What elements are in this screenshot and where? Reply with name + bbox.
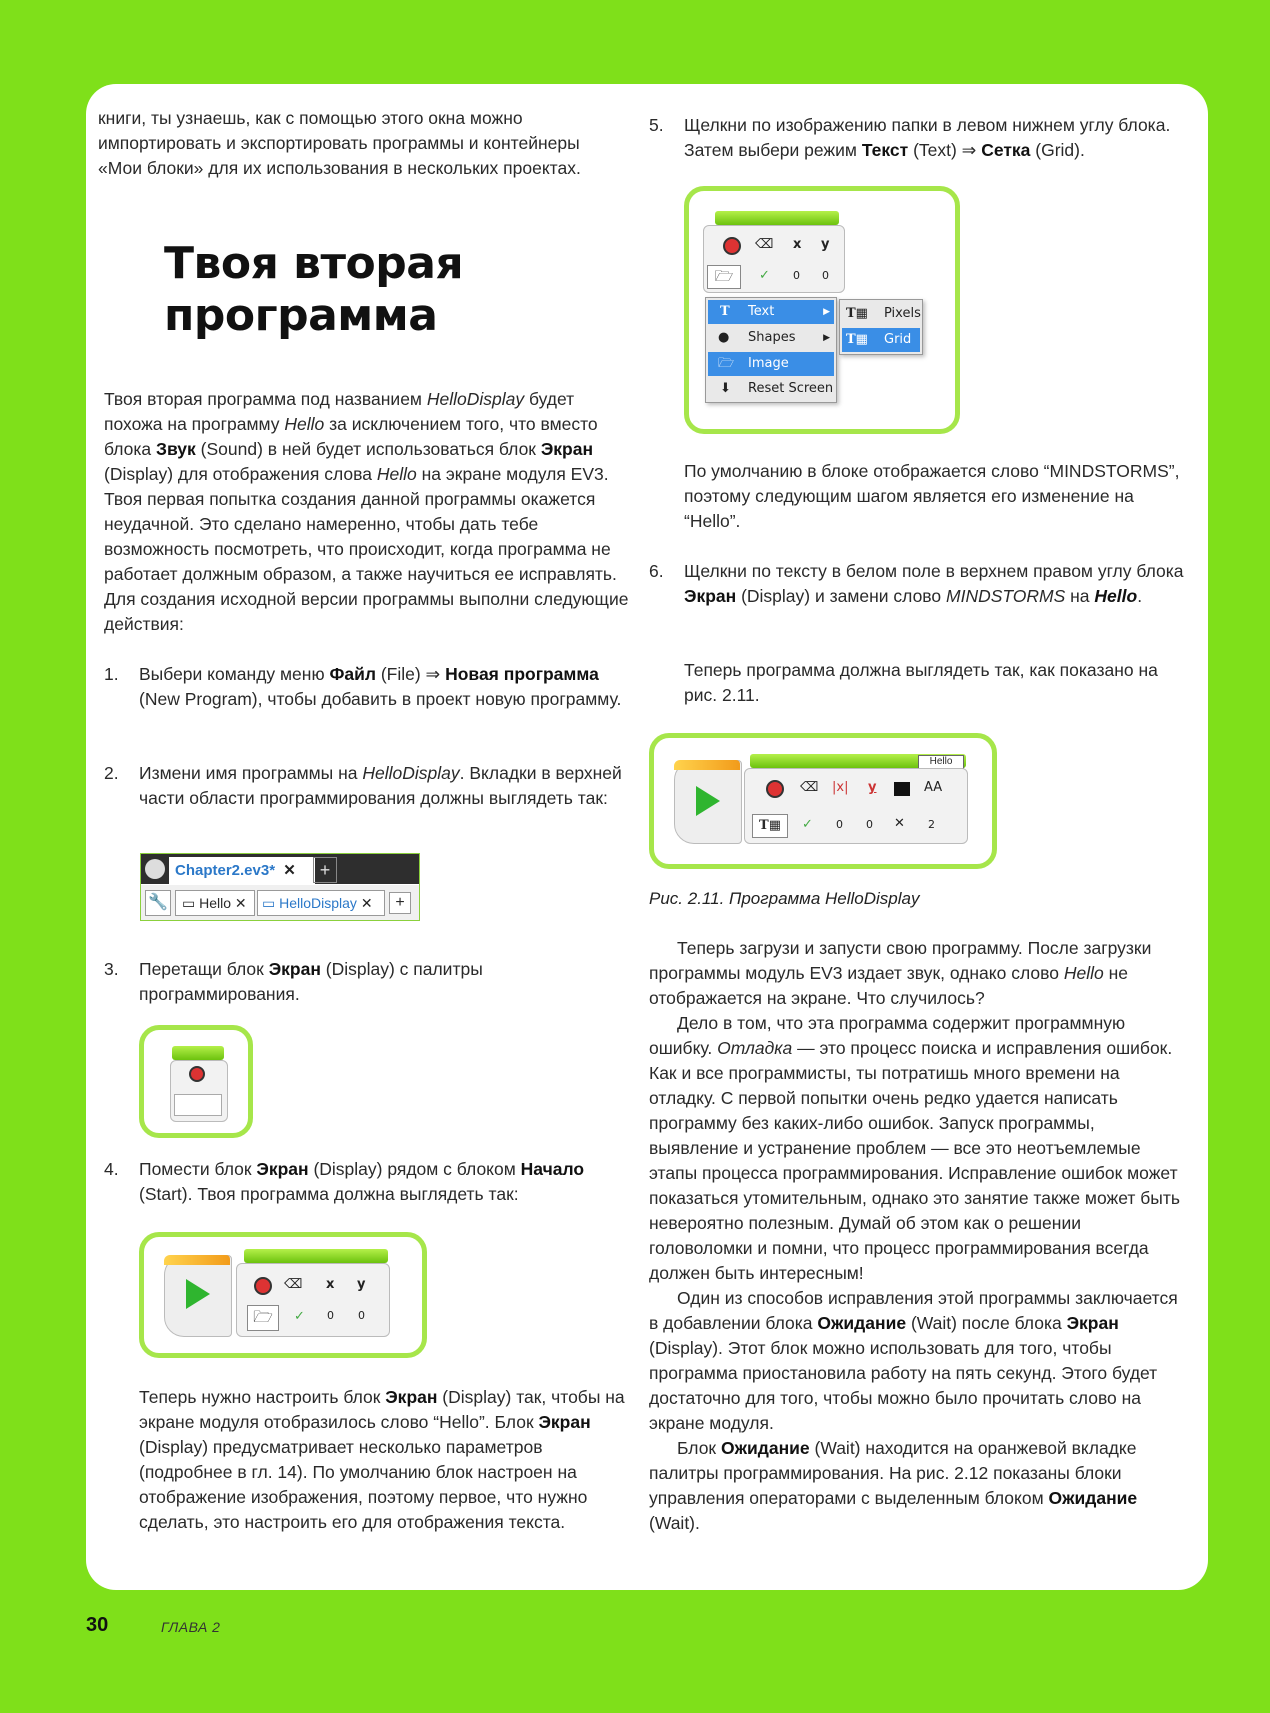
tab-hello[interactable]: ▭ Hello ✕: [175, 890, 255, 916]
display-icon: [723, 237, 741, 255]
close-hellodisplay-tab-icon[interactable]: ✕: [360, 895, 373, 911]
submenu-arrow-icon: ▶: [823, 307, 830, 317]
menu-item-image[interactable]: 🗁 Image: [708, 352, 834, 376]
heading-line-2: программа: [164, 290, 438, 341]
text-submenu: [839, 299, 923, 355]
eraser-icon: ⌫: [284, 1277, 303, 1292]
text-grid-icon: T▦: [846, 332, 868, 347]
step-6-text: Щелкни по тексту в белом поле в верхнем правом углу блока Экран (Display) и замени слово MINDSTORMS на Hello.: [684, 561, 1184, 606]
heading-line-1: Твоя вторая: [164, 238, 464, 289]
page-number: 30: [86, 1614, 109, 1636]
display-block-figure: [139, 1025, 253, 1138]
play-icon: [696, 786, 720, 816]
check-icon: ✓: [759, 268, 770, 283]
check-icon: ✓: [294, 1309, 305, 1324]
program-tabs-figure: [140, 853, 420, 921]
program-icon: ▭: [262, 895, 276, 911]
chapter-label: ГЛАВА 2: [161, 1619, 221, 1635]
check-icon: ✓: [802, 817, 813, 832]
color-icon: [894, 782, 910, 796]
step-2-text: Измени имя программы на HelloDisplay. Вкладки в верхней части области программирования должны выглядеть так:: [139, 763, 622, 808]
tab-hellodisplay[interactable]: ▭ HelloDisplay ✕: [257, 890, 385, 916]
main-paragraph: [104, 387, 632, 637]
step-3-text: Перетащи блок Экран (Display) с палитры программирования.: [139, 959, 483, 1004]
wrench-icon[interactable]: 🔧: [145, 890, 171, 916]
eraser-icon: ⌫: [755, 237, 774, 252]
close-project-tab-icon[interactable]: ✕: [283, 862, 296, 879]
text-mode-icon: T: [720, 304, 730, 319]
step-5-text: Щелкни по изображению папки в левом нижнем углу блока. Затем выбери режим Текст (Text) ⇒ Сетка (Grid).: [684, 115, 1171, 160]
shapes-icon: ●: [718, 330, 730, 345]
main-paragraph-text: Твоя вторая программа под названием HelloDisplay будет похожа на программу Hello за исключением того, что вместо блока Звук (Sound) в ней будет использоваться блок Экран (Display) для отображения слова Hello на экране модуля EV3. Твоя первая попытка создания данной программы окажется неудачной. Это сделано намеренно, чтобы дать тебе возможность посмотреть, что происходит, когда программа не работает должным образом, а также научиться ее исправлять. Для создания исходной версии программы выполни следующие действия:: [104, 389, 629, 634]
hellodisplay-program-figure: Hello ⌫ |x| y AA T▦ ✓ 0 0 ✕ 2: [649, 733, 997, 869]
now-program-paragraph: Теперь программа должна выглядеть так, как показано на рис. 2.11.: [684, 660, 1158, 705]
mode-folder-icon[interactable]: 🗁: [247, 1305, 279, 1331]
cross-icon: ✕: [894, 816, 905, 831]
text-grid-mode-icon[interactable]: T▦: [752, 814, 788, 838]
font-size-icon: AA: [924, 780, 943, 795]
step-6-number: 6.: [649, 561, 664, 581]
download-icon: ⬇: [720, 381, 731, 396]
body-paragraphs: [649, 936, 1181, 1536]
eraser-icon: ⌫: [800, 780, 819, 795]
add-program-tab-icon[interactable]: +: [389, 892, 411, 914]
submenu-arrow-icon: ▶: [823, 333, 830, 343]
text-input-field[interactable]: Hello: [918, 755, 964, 769]
step-1-number: 1.: [104, 664, 119, 684]
step-4-text: Помести блок Экран (Display) рядом с блоком Начало (Start). Твоя программа должна выглядеть так:: [139, 1159, 585, 1204]
paragraph-1: Теперь загрузи и запусти свою программу. После загрузки программы модуль EV3 издает звук, однако слово Hello не отображается на экране. Что случилось?: [649, 938, 1152, 1008]
paragraph-2: Дело в том, что эта программа содержит программную ошибку. Отладка — это процесс поиска и исправления ошибок. Как и все программисты, ты потратишь много времени на отладку. С первой попытки очень редко удается написать программу без каких-либо ошибок. Запуск программы, выявление и устранение проблем — все это неотъемлемые этапы процесса программирования. Исправление ошибок может показаться утомительным, однако это занятие также может быть невероятно полезным. Думай об этом как о решении головоломки и помни, что процесс программирования всегда должен быть интересным!: [649, 1013, 1180, 1283]
submenu-item-grid[interactable]: T▦ Grid: [842, 328, 920, 352]
text-pixels-icon: T▦: [846, 306, 868, 321]
project-properties-icon[interactable]: [145, 859, 165, 879]
paragraph-3: Один из способов исправления этой программы заключается в добавлении блока Ожидание (Wait) после блока Экран (Display). Этот блок можно использовать для того, чтобы программа приостановила работу на пять секунд. Этого будет достаточно для того, чтобы можно было прочитать слово на экране модуля.: [649, 1288, 1178, 1433]
step-2-number: 2.: [104, 763, 119, 783]
project-tab-label: Chapter2.ev3: [175, 862, 270, 879]
program-icon: ▭: [182, 895, 196, 911]
section-heading: [164, 238, 463, 342]
add-project-tab-icon[interactable]: +: [313, 857, 337, 883]
step-5-number: 5.: [649, 115, 664, 135]
mode-menu: [705, 297, 837, 403]
figure-caption: Рис. 2.11. Программа HelloDisplay: [649, 889, 920, 908]
start-display-program-figure: ⌫ x y 🗁 ✓ 0 0: [139, 1232, 427, 1358]
default-text-paragraph: По умолчанию в блоке отображается слово “MINDSTORMS”, поэтому следующим шагом является его изменение на “Hello”.: [684, 461, 1180, 531]
menu-item-text[interactable]: T Text ▶: [708, 300, 834, 324]
image-folder-icon: 🗁: [718, 356, 735, 371]
mode-menu-figure: ⌫ x y 🗁 ✓ 0 0 T Text ▶ ● Shapes ▶ 🗁 Image ⬇ Reset Screen T▦ Pixels T▦ Grid: [684, 186, 960, 434]
menu-item-reset-screen[interactable]: ⬇ Reset Screen: [708, 377, 834, 401]
intro-paragraph: [98, 106, 594, 181]
mode-folder-icon[interactable]: 🗁: [707, 265, 741, 289]
display-icon: [766, 780, 784, 798]
display-icon: [254, 1277, 272, 1295]
step-1-text: Выбери команду меню Файл (File) ⇒ Новая программа (New Program), чтобы добавить в проект новую программу.: [139, 664, 622, 709]
tab-project[interactable]: Chapter2.ev3* ✕: [169, 857, 315, 884]
step-4-followup: Теперь нужно настроить блок Экран (Display) так, чтобы на экране модуля отобразилось слово “Hello”. Блок Экран (Display) предусматривает несколько параметров (подробнее в гл. 14). По умолчанию блок настроен на отображение изображения, поэтому первое, что нужно сделать, это настроить его для отображения текста.: [139, 1387, 625, 1532]
intro-text: книги, ты узнаешь, как с помощью этого окна можно импортировать и экспортировать программы и контейнеры «Мои блоки» для их использования в нескольких проектах.: [98, 108, 581, 178]
display-icon: [189, 1066, 205, 1082]
close-hello-tab-icon[interactable]: ✕: [234, 895, 247, 911]
x-column-icon: |x|: [832, 780, 849, 795]
step-3-number: 3.: [104, 959, 119, 979]
play-icon: [186, 1279, 210, 1309]
menu-item-shapes[interactable]: ● Shapes ▶: [708, 326, 834, 350]
paragraph-4: Блок Ожидание (Wait) находится на оранжевой вкладке палитры программирования. На рис. 2.12 показаны блоки управления операторами с выделенным блоком Ожидание (Wait).: [649, 1438, 1138, 1533]
submenu-item-pixels[interactable]: T▦ Pixels: [842, 302, 920, 326]
step-4-number: 4.: [104, 1159, 119, 1179]
